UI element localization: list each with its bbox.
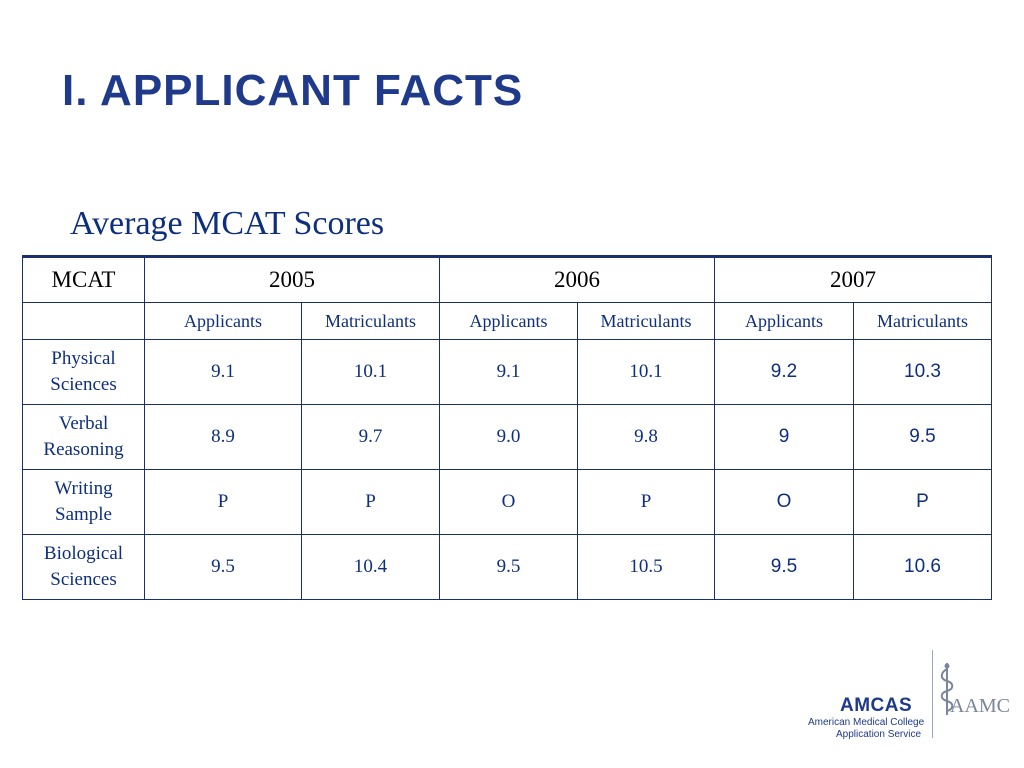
year-header-row: [23, 257, 992, 303]
table-cell: 10.1: [302, 340, 440, 405]
row-label: [23, 470, 145, 535]
table-cell: P: [578, 470, 715, 535]
table-cell: 10.1: [578, 340, 715, 405]
slide-title: I. APPLICANT FACTS: [62, 66, 524, 115]
row-label-line: Biological: [43, 543, 124, 564]
col-header: Matriculants: [578, 303, 715, 340]
row-label-line: Physical: [51, 348, 116, 369]
row-label: [23, 405, 145, 470]
col-header: Matriculants: [302, 303, 440, 340]
table-cell: 9.5: [440, 535, 578, 600]
table-cell: 9: [715, 405, 854, 470]
table-cell: 9.7: [302, 405, 440, 470]
table-row: [23, 405, 992, 470]
table-cell: 10.3: [854, 340, 992, 405]
logo-divider: [932, 650, 933, 738]
table-cell: O: [715, 470, 854, 535]
table-cell: P: [145, 470, 302, 535]
row-label: [23, 340, 145, 405]
table-cell: 9.1: [440, 340, 578, 405]
table-cell: 10.4: [302, 535, 440, 600]
table-cell: 9.5: [145, 535, 302, 600]
amcas-tagline-line1: American Medical College: [808, 717, 925, 728]
row-label-line: Reasoning: [43, 439, 124, 460]
empty-cell: [23, 303, 145, 340]
year-header-2006: 2006: [440, 257, 715, 303]
row-label-line: Sciences: [50, 374, 117, 395]
amcas-tagline-line2: Application Service: [836, 729, 922, 740]
col-header: Applicants: [440, 303, 578, 340]
row-label-line: Sciences: [50, 569, 117, 590]
col-header: Matriculants: [854, 303, 992, 340]
table-cell: 9.5: [854, 405, 992, 470]
table-row: [23, 470, 992, 535]
table-cell: P: [302, 470, 440, 535]
table-cell: 9.8: [578, 405, 715, 470]
table-cell: 9.5: [715, 535, 854, 600]
table-cell: P: [854, 470, 992, 535]
table-cell: 10.6: [854, 535, 992, 600]
table-cell: 8.9: [145, 405, 302, 470]
table-cell: 9.2: [715, 340, 854, 405]
aamc-logo: AAMC: [950, 695, 1011, 717]
col-header: Applicants: [715, 303, 854, 340]
row-label-line: Verbal: [58, 413, 109, 434]
row-label: [23, 535, 145, 600]
table-cell: 10.5: [578, 535, 715, 600]
year-header-2005: 2005: [145, 257, 440, 303]
footer-logos: [800, 645, 1020, 745]
row-label-line: Sample: [55, 504, 112, 525]
table-caption: Average MCAT Scores: [70, 205, 385, 242]
year-header-2007: 2007: [715, 257, 992, 303]
table-row: [23, 535, 992, 600]
amcas-logo: AMCAS: [840, 695, 913, 716]
col-header: Applicants: [145, 303, 302, 340]
table-row: [23, 340, 992, 405]
mcat-scores-table: [22, 255, 992, 600]
table-cell: 9.1: [145, 340, 302, 405]
row-label-line: Writing: [54, 478, 113, 499]
table-cell: 9.0: [440, 405, 578, 470]
group-header-row: [23, 303, 992, 340]
table-cell: O: [440, 470, 578, 535]
corner-header: MCAT: [23, 257, 145, 303]
